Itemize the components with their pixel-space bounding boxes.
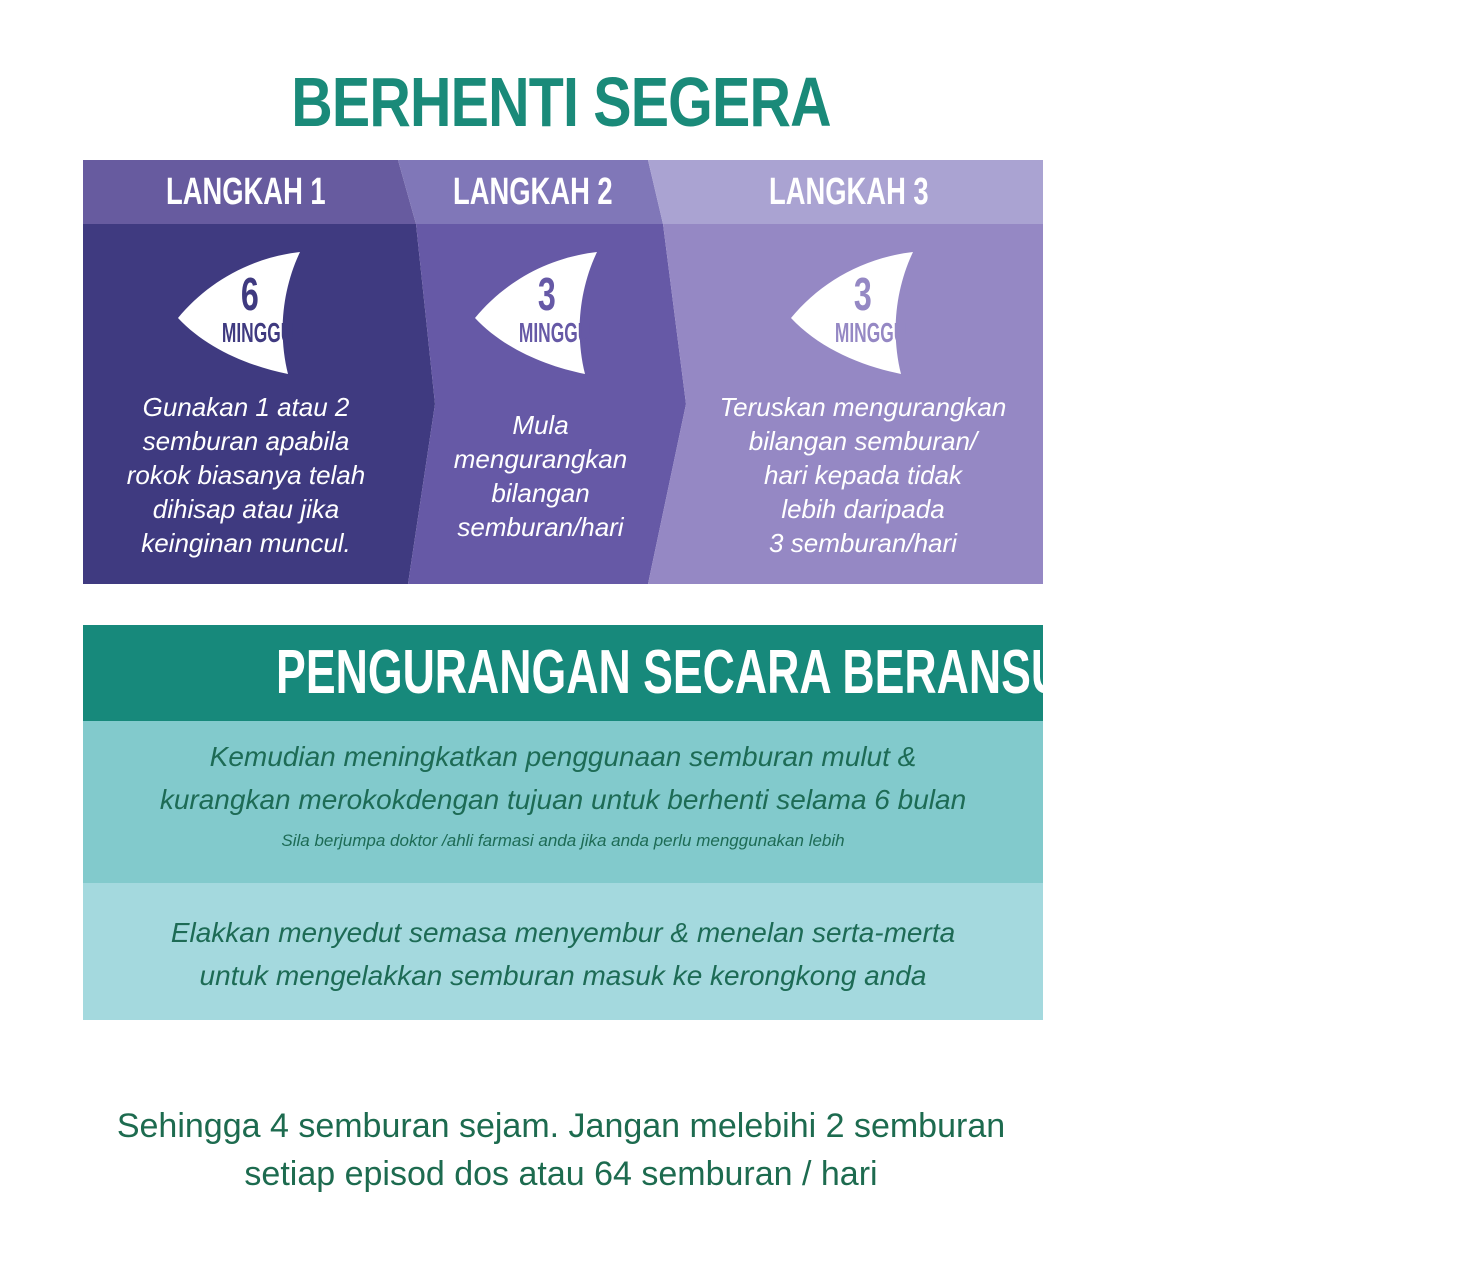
gradual-reduction-text: Kemudian meningkatkan penggunaan semburan mulut & kurangkan merokokdengan tujuan untuk berhenti selama 6 bulan — [159, 741, 967, 815]
step-3-duration-number: 3 — [854, 268, 872, 320]
step-2-duration-number: 3 — [538, 268, 556, 320]
step-1-description: Gunakan 1 atau 2 semburan apabila rokok biasanya telah dihisap atau jika keinginan muncul. — [126, 392, 366, 558]
step-1-label: LANGKAH 1 — [165, 171, 326, 213]
step-1-duration-number: 6 — [241, 268, 259, 320]
step-1-duration-badge — [178, 252, 308, 374]
gradual-reduction-panel — [83, 625, 1269, 1020]
step-2-description: Mula mengurangkan bilangan semburan/hari — [453, 410, 628, 542]
step-2-duration-unit: MINGGU — [518, 317, 591, 348]
usage-tip — [83, 883, 1043, 1020]
step-3-description: Teruskan mengurangkan bilangan semburan/ hari kepada tidak lebih daripada 3 semburan/hari — [719, 392, 1007, 558]
page-title: BERHENTI SEGERA — [291, 63, 831, 141]
step-2-duration-badge — [475, 252, 605, 374]
gradual-reduction-heading: PENGURANGAN SECARA BERANSUR-ANSUR — [83, 625, 1043, 721]
gradual-reduction-note: Sila berjumpa doktor /ahli farmasi anda jika anda perlu menggunakan lebih — [281, 831, 845, 850]
step-1-duration-unit: MINGGU — [221, 317, 294, 348]
gradual-reduction-main — [83, 721, 1043, 883]
step-3-label: LANGKAH 3 — [769, 171, 929, 213]
step-2-label: LANGKAH 2 — [453, 171, 613, 213]
steps-panel — [83, 160, 1043, 584]
usage-tip-text: Elakkan menyedut semasa menyembur & menelan serta-merta untuk mengelakkan semburan masuk ke kerongkong anda — [170, 917, 956, 991]
dosage-limit-text: Sehingga 4 semburan sejam. Jangan melebihi 2 semburan setiap episod dos atau 64 semburan / hari — [116, 1107, 1006, 1193]
step-3-duration-unit: MINGGU — [834, 317, 907, 348]
step-3-duration-badge — [791, 252, 921, 374]
